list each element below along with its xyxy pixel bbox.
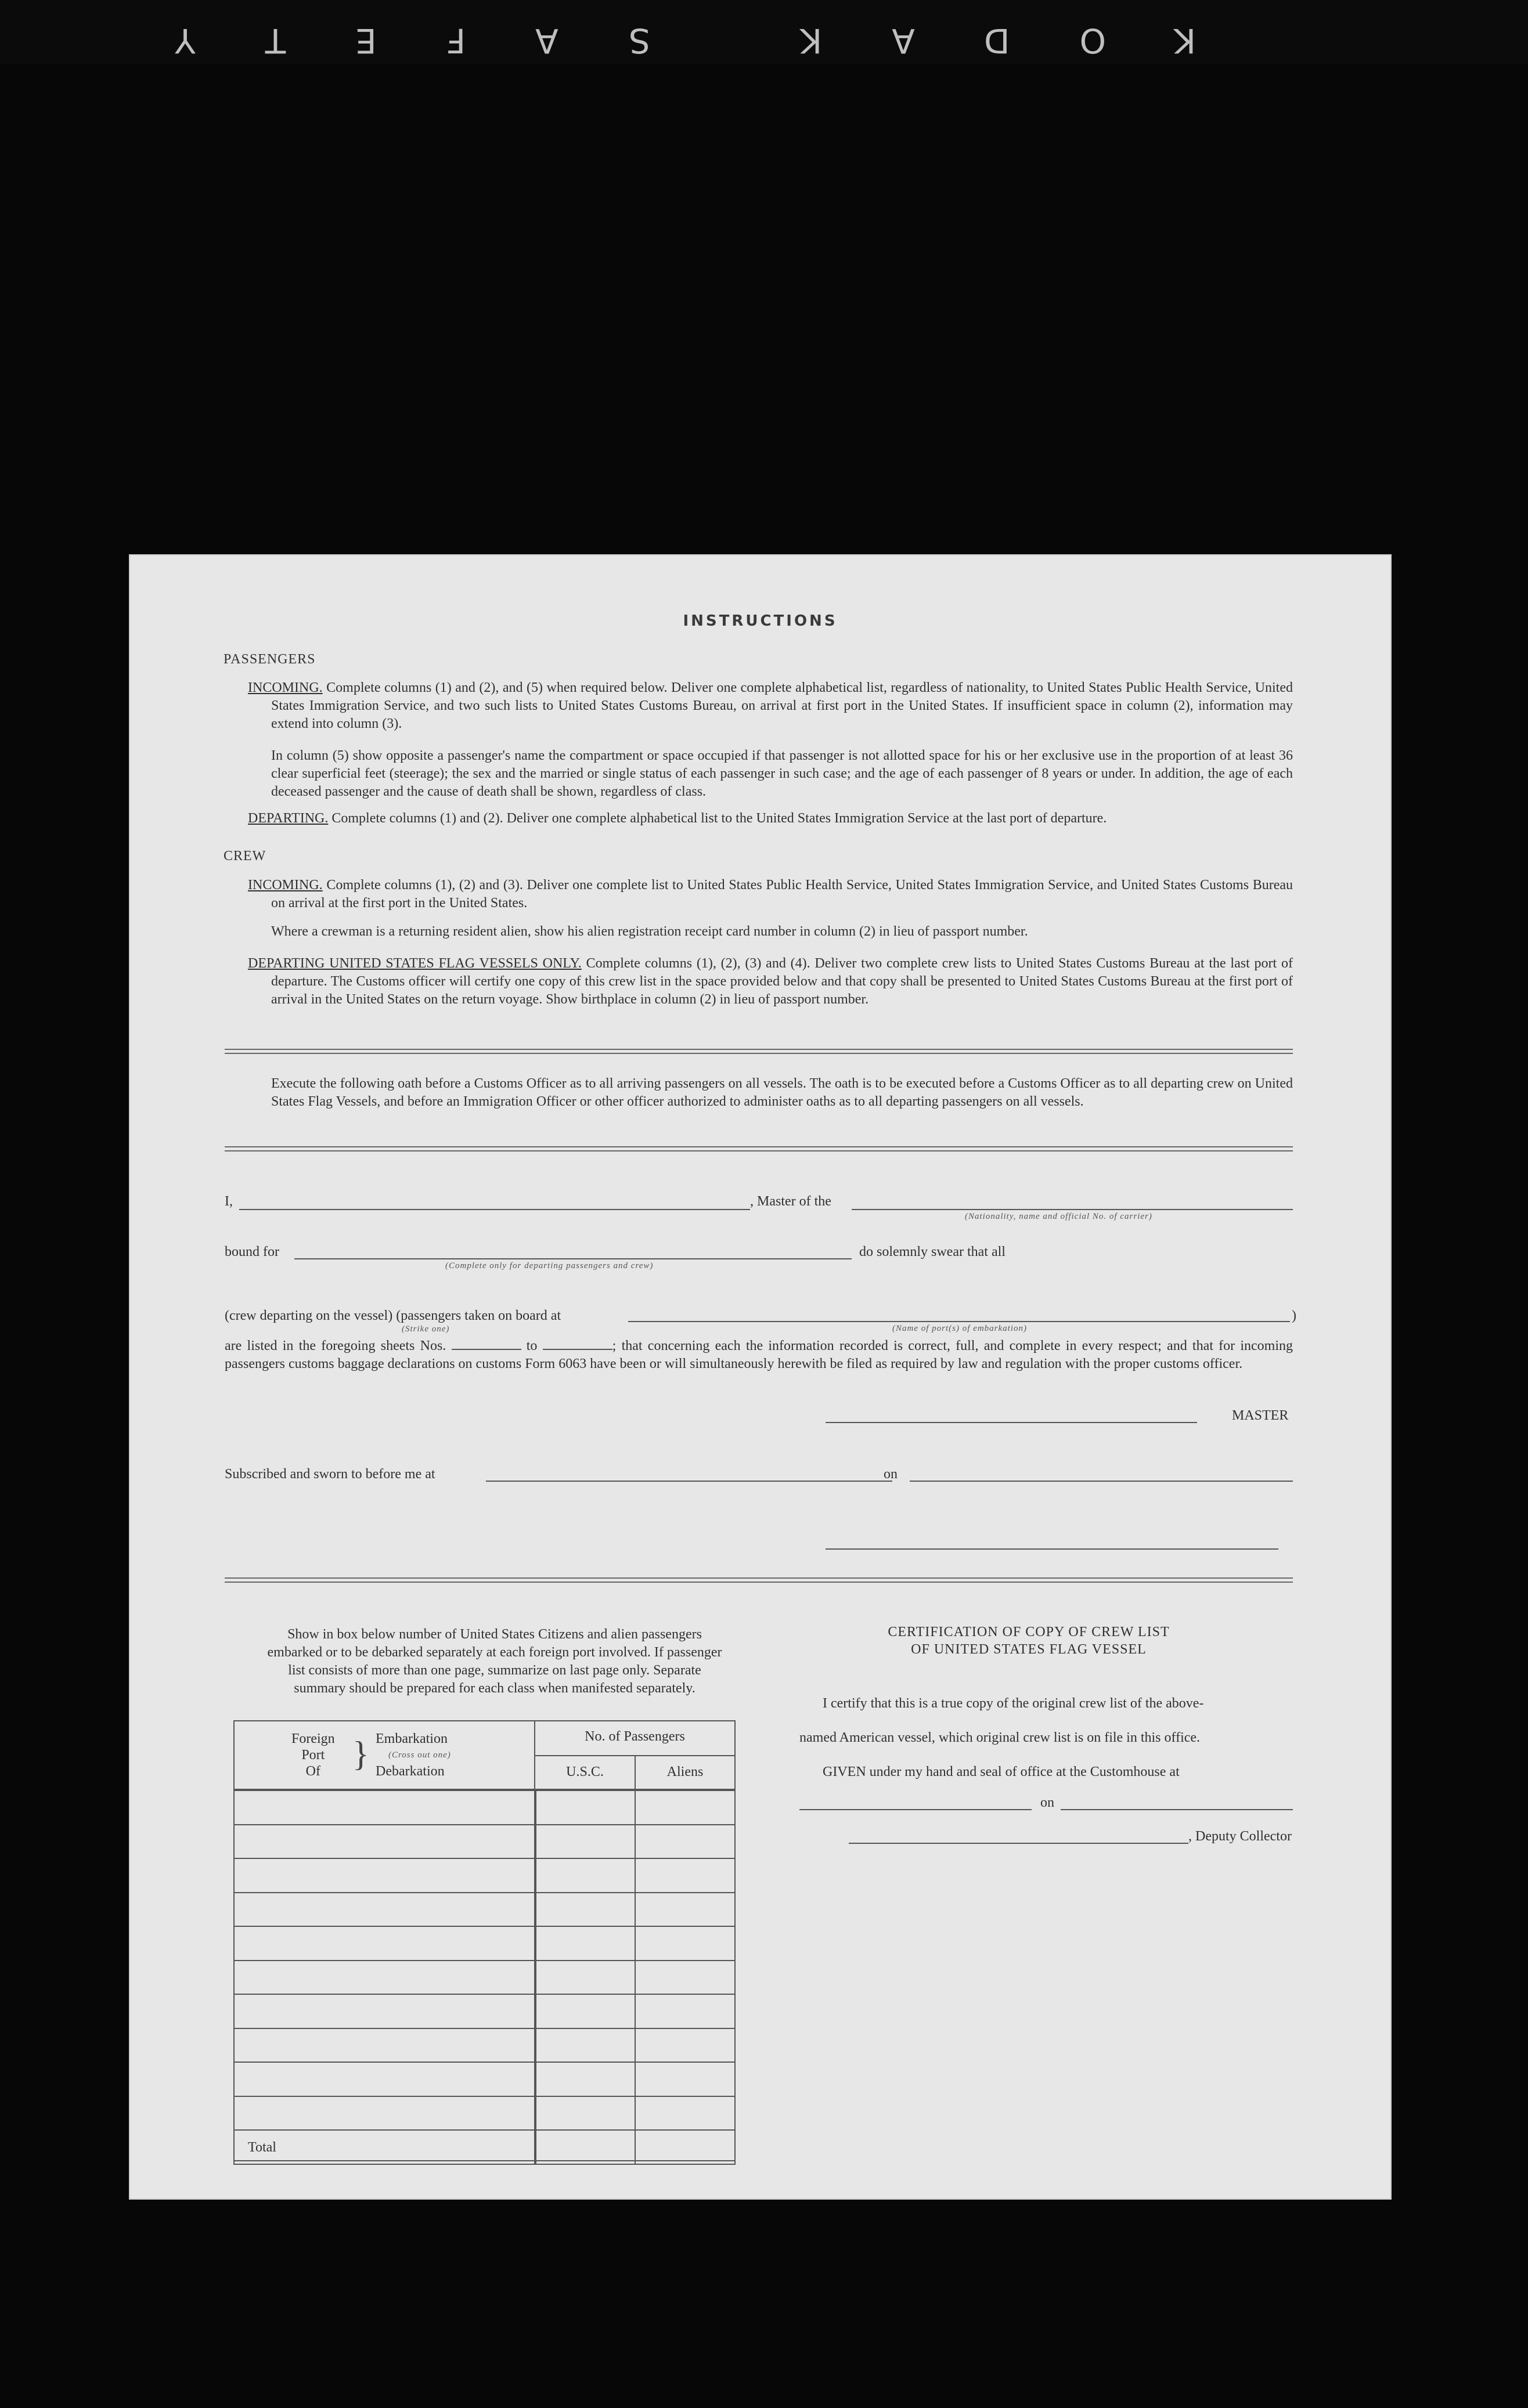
port-cell[interactable] [233, 1926, 536, 1961]
port-header-1: Foreign [291, 1731, 335, 1746]
passengers-incoming-text: Complete columns (1) and (2), and (5) when required below. Deliver one complete alphabetical list, regardless of nationality, to United States Public Health Service, United States Immigration Service, and two such lists to United States Customs Bureau, on arrival at first port in the United States. If insufficient space in column (2), information may extend into column (3). [271, 680, 1293, 731]
port-cell[interactable] [233, 1994, 536, 2029]
aliens-cell[interactable] [635, 1790, 736, 1825]
aliens-cell[interactable] [635, 2062, 736, 2097]
column5-text: In column (5) show opposite a passenger's name the compartment or space occupied if that passenger is not allotted space for his or her exclusive use in the proportion of at least 36 clear superficial feet (steerage); the sex and the married or single status of each passenger in such case; and the age of each passenger of 8 years or under. In addition, the age of each deceased passenger and the cause of death shall be shown, regardless of class. [271, 748, 1293, 799]
aliens-cell[interactable] [635, 2028, 736, 2063]
certify-date-field[interactable] [1061, 1809, 1293, 1810]
embarkation-ports-field[interactable] [628, 1321, 1290, 1322]
crew-incoming-text: Complete columns (1), (2) and (3). Deliver one complete list to United States Public Health Service, United States Immigration Service, and United States Customs Bureau on arrival at the first port in the United States. [271, 878, 1293, 911]
divider-3 [225, 1577, 1293, 1583]
certify-line-1: I certify that this is a true copy of the original crew list of the above- [823, 1696, 1204, 1711]
passengers-departing-paragraph [248, 810, 1293, 828]
port-cell[interactable] [233, 1892, 536, 1927]
crew-incoming-label: INCOMING. [248, 878, 323, 893]
master-label: MASTER [1232, 1408, 1289, 1423]
passengers-departing-text: Complete columns (1) and (2). Deliver one complete alphabetical list to the United States Immigration Service at the last port of departure. [331, 811, 1107, 826]
embark-header: Embarkation [376, 1731, 448, 1746]
aliens-cell[interactable] [635, 2129, 736, 2165]
sworn-on-label: on [884, 1467, 898, 1482]
crew-departing-text: (crew departing on the vessel) (passengers taken on board at [225, 1308, 561, 1323]
film-edge-text: KODAK SAFETY [105, 21, 1196, 60]
brace-icon: } [352, 1735, 369, 1773]
master-of-label: , Master of the [750, 1194, 831, 1209]
summary-text: Show in box below number of United States Citizens and alien passengers embarked or to be debarked separately at each foreign port involved. If passenger list consists of more than one page, summarize on last page only. Separate summary should be prepared for each class when manifested separately. [267, 1627, 722, 1696]
usc-cell[interactable] [534, 2096, 636, 2131]
usc-cell[interactable] [534, 2062, 636, 2097]
document-page [129, 554, 1392, 2200]
instructions-title: INSTRUCTIONS [683, 612, 838, 630]
divider-1 [225, 1049, 1293, 1054]
sworn-date-field[interactable] [910, 1481, 1293, 1482]
passengers-incoming-paragraph [248, 679, 1293, 733]
aliens-cell[interactable] [635, 2096, 736, 2131]
passengers-heading: PASSENGERS [224, 652, 316, 667]
certification-title-1: CERTIFICATION OF COPY OF CREW LIST [888, 1624, 1170, 1640]
officer-signature-field[interactable] [826, 1548, 1278, 1550]
certify-line-3: GIVEN under my hand and seal of office at the Customhouse at [823, 1764, 1180, 1779]
debark-header: Debarkation [376, 1764, 445, 1779]
film-edge [0, 0, 1528, 64]
listed-in-text: are listed in the foregoing sheets Nos. [225, 1338, 446, 1353]
no-passengers-header: No. of Passengers [585, 1729, 685, 1744]
crewman-text: Where a crewman is a returning resident alien, show his alien registration receipt card number in column (2) in lieu of passport number. [271, 924, 1028, 939]
port-cell[interactable] [233, 2129, 536, 2165]
bound-for-label: bound for [225, 1244, 279, 1259]
passengers-incoming-label: INCOMING. [248, 680, 323, 695]
divider-2 [225, 1146, 1293, 1151]
port-header-3: Of [305, 1764, 320, 1779]
cross-out-hint: (Cross out one) [388, 1750, 451, 1760]
subscribed-label: Subscribed and sworn to before me at [225, 1467, 435, 1482]
flag-vessels-text: Complete columns (1), (2), (3) and (4). Deliver two complete crew lists to United States Customs Bureau at the last port of departure. The Customs officer will certify one copy of this crew list in the space provided below and that copy shall be presented to United States Customs Bureau at the first port of arrival in the United States on the return voyage. Show birthplace in column (2) in lieu of passport number. [271, 956, 1293, 1007]
usc-cell[interactable] [534, 1994, 636, 2029]
sworn-location-field[interactable] [486, 1481, 892, 1482]
listed-paragraph [225, 1337, 1293, 1373]
certification-title [767, 1623, 1290, 1658]
aliens-cell[interactable] [635, 1926, 736, 1961]
oath-i-label: I, [225, 1194, 233, 1209]
concerning-text: ; that concerning each the information recorded is correct, full, and complete in every respect; and that for incoming passengers customs baggage declarations on customs Form 6063 have been or will simultaneously herewith be filed as required by law and regulation with the proper customs officer. [225, 1338, 1293, 1371]
embark-header-text [376, 1731, 451, 1779]
bound-for-hint: (Complete only for departing passengers and crew) [445, 1261, 654, 1270]
bound-for-field[interactable] [294, 1258, 852, 1259]
ports-hint: (Name of port(s) of embarkation) [892, 1324, 1027, 1333]
usc-cell[interactable] [534, 1790, 636, 1825]
aliens-cell[interactable] [635, 1994, 736, 2029]
strike-hint: (Strike one) [402, 1324, 450, 1334]
port-cell[interactable] [233, 1858, 536, 1893]
port-cell[interactable] [233, 1790, 536, 1825]
flag-vessels-paragraph [248, 955, 1293, 1009]
to-text: to [526, 1338, 538, 1353]
certify-on-label: on [1040, 1795, 1054, 1810]
usc-cell[interactable] [534, 1824, 636, 1860]
port-header-2: Port [301, 1748, 325, 1763]
oath-intro-paragraph [271, 1075, 1293, 1111]
usc-header: U.S.C. [566, 1764, 604, 1779]
usc-cell[interactable] [534, 1926, 636, 1961]
port-cell[interactable] [233, 2028, 536, 2063]
column5-paragraph [271, 747, 1293, 801]
certification-title-2: OF UNITED STATES FLAG VESSEL [911, 1642, 1147, 1657]
port-cell[interactable] [233, 1824, 536, 1860]
customhouse-field[interactable] [799, 1809, 1032, 1810]
certify-line-2: named American vessel, which original crew list is on file in this office. [799, 1730, 1201, 1745]
master-name-field[interactable] [239, 1209, 750, 1210]
usc-cell[interactable] [534, 2028, 636, 2063]
sheet-from-field[interactable] [452, 1349, 521, 1350]
aliens-cell[interactable] [635, 1960, 736, 1995]
aliens-cell[interactable] [635, 1892, 736, 1927]
usc-cell[interactable] [534, 1960, 636, 1995]
crew-incoming-paragraph [248, 876, 1293, 912]
aliens-cell[interactable] [635, 1824, 736, 1860]
flag-vessels-label: DEPARTING UNITED STATES FLAG VESSELS ONLY. [248, 956, 582, 971]
deputy-label: , Deputy Collector [1188, 1829, 1292, 1844]
usc-cell[interactable] [534, 1892, 636, 1927]
deputy-signature-field[interactable] [849, 1843, 1188, 1844]
carrier-field[interactable] [852, 1209, 1293, 1210]
aliens-header: Aliens [666, 1764, 704, 1779]
port-cell[interactable] [233, 2062, 536, 2097]
passengers-departing-label: DEPARTING. [248, 811, 329, 826]
aliens-cell[interactable] [635, 1858, 736, 1893]
usc-cell[interactable] [534, 2129, 636, 2165]
carrier-hint: (Nationality, name and official No. of carrier) [965, 1212, 1152, 1221]
master-signature-field[interactable] [826, 1422, 1197, 1423]
total-label: Total [248, 2140, 276, 2155]
port-cell[interactable] [233, 1960, 536, 1995]
usc-cell[interactable] [534, 1858, 636, 1893]
oath-intro-text: Execute the following oath before a Customs Officer as to all arriving passengers on all vessels. The oath is to be executed before a Customs Officer as to all departing crew on United States Flag Vessels, and before an Immigration Officer or other officer authorized to administer oaths as to all departing passengers on all vessels. [271, 1076, 1293, 1109]
swear-text: do solemnly swear that all [859, 1244, 1006, 1259]
sheet-to-field[interactable] [543, 1349, 612, 1350]
crew-heading: CREW [224, 849, 266, 864]
port-cell[interactable] [233, 2096, 536, 2131]
port-header-text [291, 1731, 335, 1779]
closing-paren: ) [1292, 1308, 1296, 1323]
